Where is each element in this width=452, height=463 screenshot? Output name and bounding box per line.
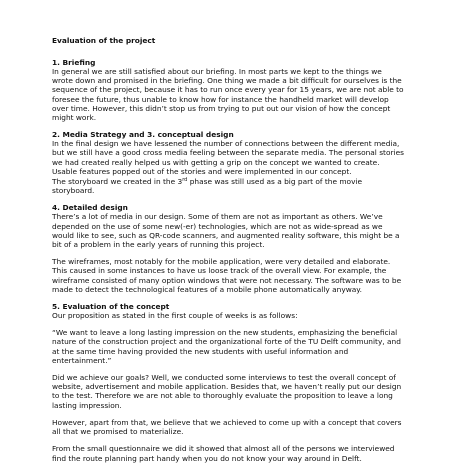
paragraph-proposition-quote: “We want to leave a long lasting impression on the new students, emphasizing the beneficial nature of the construction project and the organizational forte of the TU Delft community, and at the same time having provided the new students with useful information and entertainment.” — [52, 328, 401, 365]
heading-media-strategy: 2. Media Strategy and 3. conceptual design — [52, 130, 234, 140]
paragraph-achievement: However, apart from that, we believe that we achieved to come up with a concept that covers all that we promised to materialize. — [52, 417, 402, 437]
paragraph-detailed-design-2: The wireframes, most notably for the mobile application, were very detailed and elaborate. This caused in some instances to have us loose track of the overall view. For example, the wireframe consisted of many option windows that were not necessary. The software was to be made to detect the technological features of a mobile phone automatically anyway. — [52, 257, 402, 294]
heading-evaluation-concept: 5. Evaluation of the concept — [52, 302, 170, 312]
heading-detailed-design: 4. Detailed design — [52, 203, 128, 213]
paragraph-detailed-design-1: There’s a lot of media in our design. Some of them are not as important as others. We’ve depended on the use of some new(-er) technologies, which are not as wide-spread as we would like to see, such as QR-code scanners, and augmented reality software, this might be a bit of a problem in the early years of running this project. — [52, 212, 400, 250]
storyboard-superscript: rd — [182, 177, 188, 184]
storyboard-text-a: The storyboard we created in the 3 — [52, 177, 183, 187]
document-title: Evaluation of the project — [52, 36, 156, 45]
paragraph-media-strategy: In the final design we have lessened the number of connections between the different media, but we still have a good cross media feeling between the separate media. The personal stories we had created really helped us with getting a grip on the concept we wanted to create. Usable features popped out of the stories and were implemented in our concept. — [52, 139, 404, 176]
paragraph-proposition-intro: Our proposition as stated in the first couple of weeks is as follows: — [52, 311, 298, 321]
paragraph-briefing: In general we are still satisfied about our briefing. In most parts we kept to the things we wrote down and promised in the briefing. One thing we made a bit difficult for ourselves is the sequence of the project, because it has to run once every year for 15 years, we are not able to foresee the future, thus unable to know how for instance the handheld market will develop over time. However, this didn’t stop us from trying to put out our vision of how the concept might work. — [52, 67, 404, 123]
heading-briefing: 1. Briefing — [52, 58, 96, 67]
paragraph-goals: Did we achieve our goals? Well, we conducted some interviews to test the overall concept of website, advertisement and mobile application. Besides that, we haven’t really put our design to the test. Therefore we are not able to thoroughly evaluate the proposition to leave a long lasting impression. — [52, 373, 402, 410]
storyboard-text-b: phase was still used as a big part of the movie storyboard. — [52, 177, 363, 196]
paragraph-storyboard — [52, 176, 404, 195]
paragraph-questionnaire: From the small questionnaire we did it showed that almost all of the persons we interviewed find the route planning part handy when you do not know your way around in Delft. — [52, 444, 395, 463]
